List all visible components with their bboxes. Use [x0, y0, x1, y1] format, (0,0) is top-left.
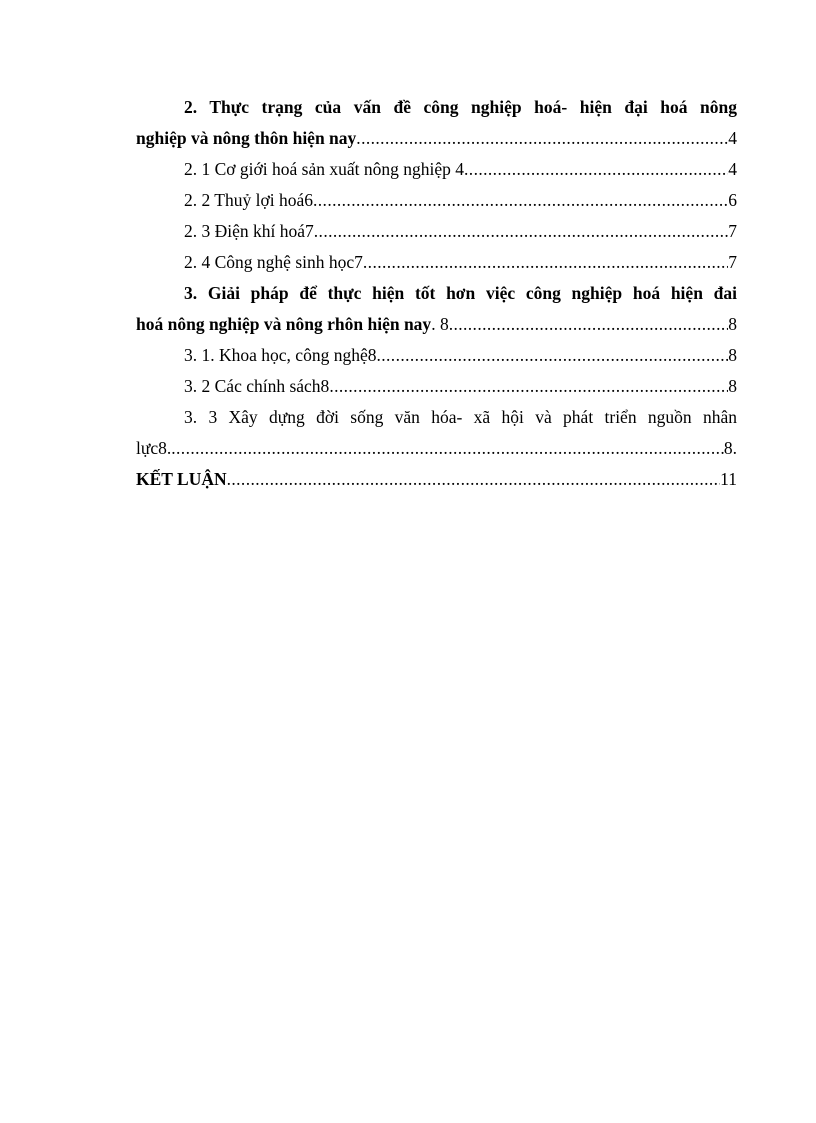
- toc-item-2-title-line2: nghiệp và nông thôn hiện nay: [136, 128, 357, 148]
- toc-item-2-1[interactable]: [136, 154, 737, 185]
- toc-conclusion[interactable]: [136, 464, 737, 495]
- toc-item-3-1[interactable]: [136, 340, 737, 371]
- table-of-contents: [136, 92, 737, 495]
- toc-item-2-2[interactable]: [136, 185, 737, 216]
- toc-item-3-title-line2: [136, 309, 449, 340]
- toc-conclusion-title: KẾT LUẬN: [136, 469, 227, 489]
- leader-dots: [329, 371, 728, 402]
- toc-item-2-4-page: 7: [728, 252, 737, 272]
- toc-conclusion-page: 11: [720, 469, 737, 489]
- toc-item-3-2-title: 3. 2 Các chính sách8: [184, 376, 330, 396]
- toc-item-3-2-page: 8: [728, 376, 737, 396]
- leader-dots: [464, 154, 728, 185]
- toc-item-3-1-page: 8: [728, 345, 737, 365]
- leader-dots: [363, 247, 728, 278]
- toc-item-3-1-title: 3. 1. Khoa học, công nghệ8: [184, 345, 377, 365]
- leader-dots: [449, 309, 729, 340]
- toc-item-3-title-line2-suffix: . 8: [431, 314, 449, 334]
- toc-item-2-4[interactable]: [136, 247, 737, 278]
- toc-item-3-title-line2-bold: hoá nông nghiệp và nông rhôn hiện nay: [136, 314, 432, 334]
- leader-dots: [313, 185, 728, 216]
- toc-item-3-3-line1[interactable]: [136, 402, 737, 433]
- toc-item-2-3-title: 2. 3 Điện khí hoá7: [184, 221, 314, 241]
- toc-item-2-line1[interactable]: [136, 92, 737, 123]
- toc-item-2-4-title: 2. 4 Công nghệ sinh học7: [184, 252, 363, 272]
- toc-item-3-3-title-line2: lực8.: [136, 438, 172, 458]
- toc-item-3-line1[interactable]: [136, 278, 737, 309]
- toc-item-2-3[interactable]: [136, 216, 737, 247]
- toc-item-3-page: 8: [728, 314, 737, 334]
- toc-item-2-2-title: 2. 2 Thuỷ lợi hoá6: [184, 190, 313, 210]
- leader-dots: [171, 433, 724, 464]
- toc-item-3-3-page: 8.: [723, 438, 737, 458]
- toc-item-3-title-line1: 3. Giải pháp để thực hiện tốt hơn việc công nghiệp hoá hiện đai: [184, 283, 737, 303]
- toc-item-3-2[interactable]: [136, 371, 737, 402]
- toc-item-3-3-title-line1: 3. 3 Xây dựng đời sống văn hóa- xã hội và phát triển nguồn nhân: [184, 407, 737, 427]
- leader-dots: [227, 464, 721, 495]
- toc-item-2-3-page: 7: [728, 221, 737, 241]
- toc-item-2-1-title: 2. 1 Cơ giới hoá sản xuất nông nghiệp 4: [184, 159, 465, 179]
- toc-item-3-line2[interactable]: [136, 309, 737, 340]
- toc-item-2-title-line1: 2. Thực trạng của vấn đề công nghiệp hoá- hiện đại hoá nông: [184, 97, 737, 117]
- leader-dots: [376, 340, 728, 371]
- toc-item-2-2-page: 6: [728, 190, 737, 210]
- toc-item-2-1-page: 4: [728, 159, 737, 179]
- leader-dots: [314, 216, 728, 247]
- toc-item-3-3-line2[interactable]: [136, 433, 737, 464]
- toc-item-2-page: 4: [728, 128, 737, 148]
- leader-dots: [356, 123, 728, 154]
- toc-item-2-line2[interactable]: [136, 123, 737, 154]
